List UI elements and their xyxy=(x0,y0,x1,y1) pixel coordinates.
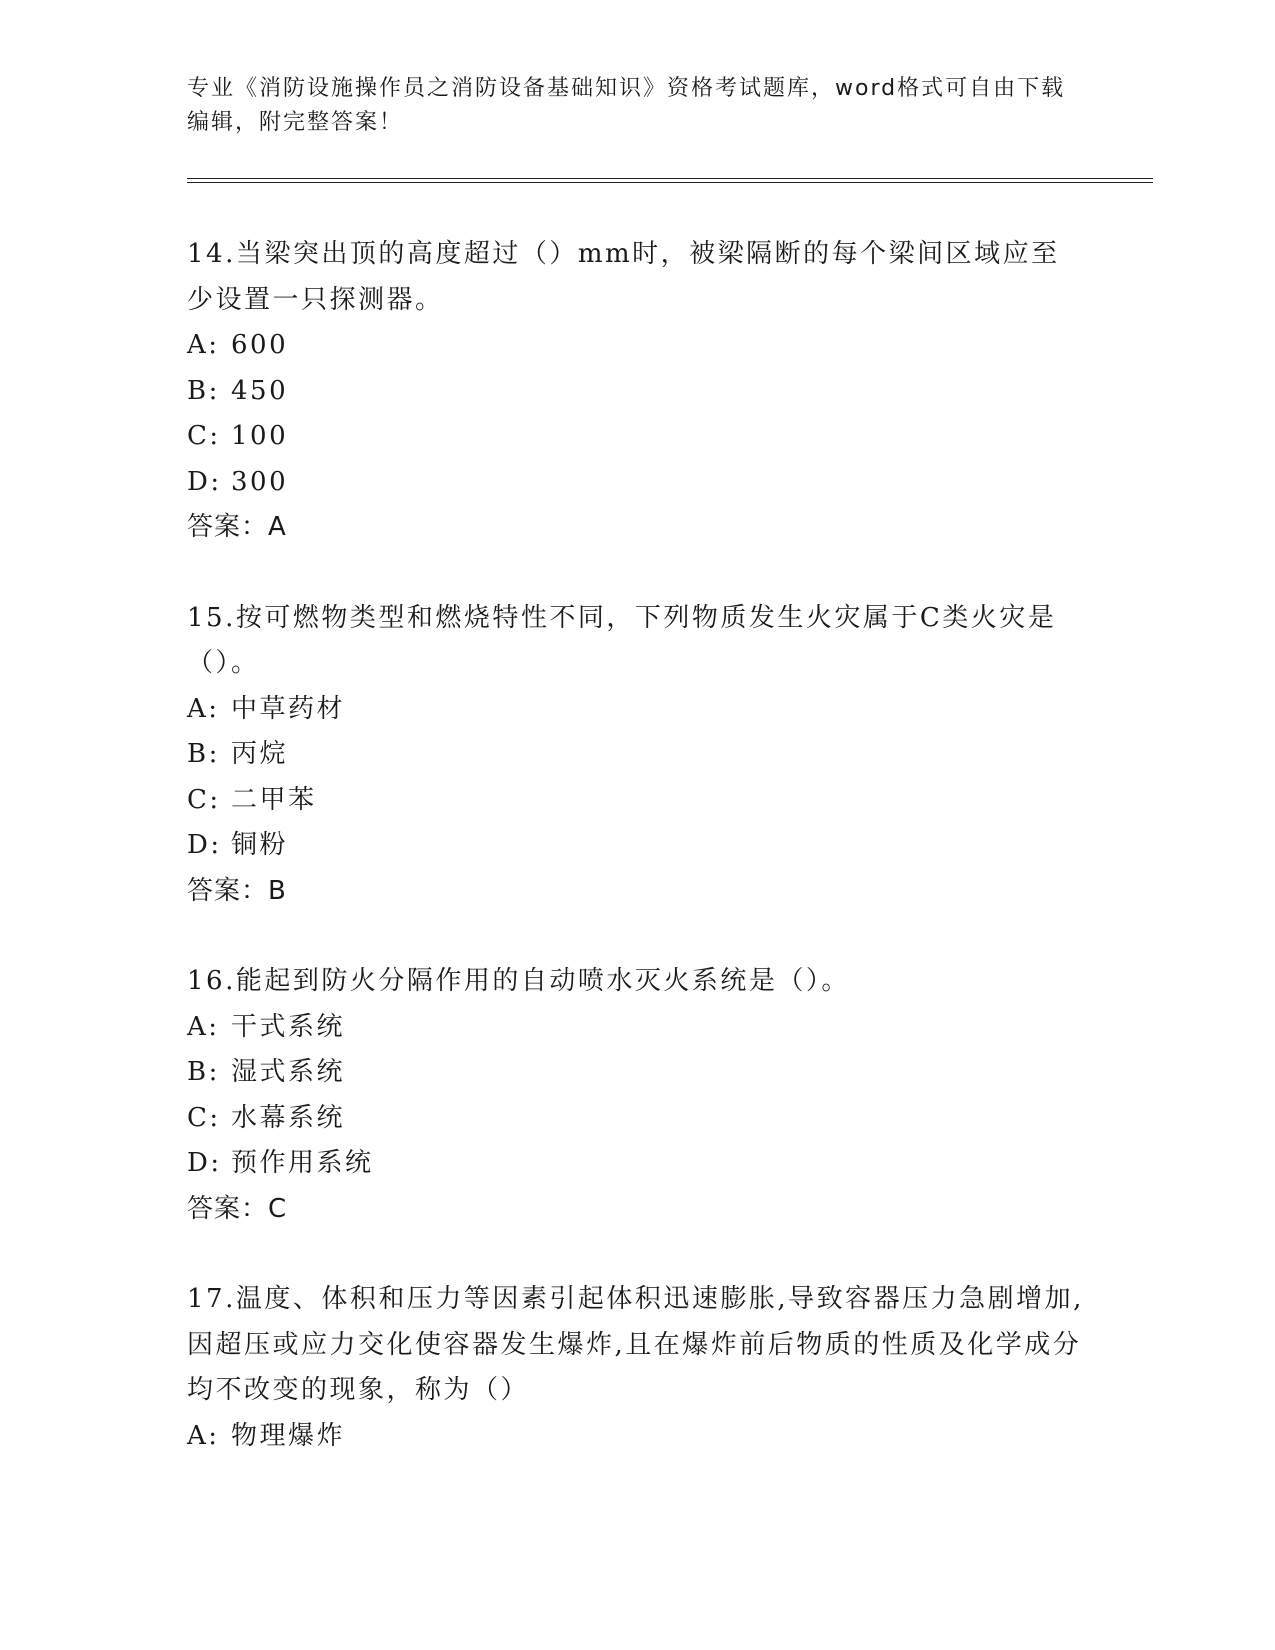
option-label: D: xyxy=(187,1148,222,1178)
option-b xyxy=(187,732,1087,778)
option-text: 450 xyxy=(231,375,289,406)
header-divider xyxy=(187,178,1153,183)
option-text: 600 xyxy=(231,330,289,360)
question-stem: 14.当梁突出顶的高度超过（）mm时，被梁隔断的每个梁间区域应至少设置一只探测器。 xyxy=(187,239,1060,315)
option-label: B: xyxy=(187,375,220,406)
option-label: D: xyxy=(187,466,222,497)
question-17 xyxy=(187,1277,1087,1459)
option-d xyxy=(187,823,1087,869)
option-text: 干式系统 xyxy=(231,1011,346,1042)
option-label: B: xyxy=(187,739,220,769)
answer-line: 答案：C xyxy=(187,1193,288,1224)
option-label: C: xyxy=(187,421,221,451)
option-text: 丙烷 xyxy=(231,739,289,769)
question-stem: 15.按可燃物类型和燃烧特性不同，下列物质发生火灾属于C类火灾是（）。 xyxy=(187,602,1057,678)
option-text: 铜粉 xyxy=(231,830,289,860)
option-c xyxy=(187,414,1087,460)
question-stem: 17.温度、体积和压力等因素引起体积迅速膨胀,导致容器压力急剧增加,因超压或应力交化使容器发生爆炸,且在爆炸前后物质的性质及化学成分均不改变的现象，称为（） xyxy=(187,1284,1084,1405)
option-label: D: xyxy=(187,830,222,860)
option-text: 水幕系统 xyxy=(231,1102,346,1133)
option-d xyxy=(187,460,1087,506)
option-text: 预作用系统 xyxy=(231,1148,374,1178)
option-label: B: xyxy=(187,1057,220,1087)
option-label: C: xyxy=(187,784,221,815)
option-text: 二甲苯 xyxy=(231,784,317,815)
answer-line: 答案：B xyxy=(187,875,287,906)
option-label: C: xyxy=(187,1102,221,1133)
question-14 xyxy=(187,232,1087,551)
question-15 xyxy=(187,596,1087,915)
option-a xyxy=(187,1005,1087,1051)
answer-line: 答案：A xyxy=(187,512,287,542)
document-header-text: 专业《消防设施操作员之消防设备基础知识》资格考试题库，word格式可自由下载编辑，附完整答案！ xyxy=(187,76,1066,135)
question-16 xyxy=(187,959,1087,1232)
option-c xyxy=(187,1096,1087,1142)
option-text: 100 xyxy=(231,421,289,451)
option-label: A: xyxy=(187,1011,220,1042)
option-label: A: xyxy=(187,693,220,724)
option-label: A: xyxy=(187,1420,220,1451)
option-a xyxy=(187,1414,1087,1460)
option-label: A: xyxy=(187,330,220,360)
option-text: 300 xyxy=(231,466,289,497)
question-stem: 16.能起到防火分隔作用的自动喷水灭火系统是（）。 xyxy=(187,966,850,996)
question-list xyxy=(187,232,1087,1504)
option-a xyxy=(187,323,1087,369)
option-text: 中草药材 xyxy=(231,693,346,724)
option-b xyxy=(187,369,1087,415)
option-c xyxy=(187,778,1087,824)
option-d xyxy=(187,1141,1087,1187)
option-text: 物理爆炸 xyxy=(231,1420,346,1451)
option-b xyxy=(187,1050,1087,1096)
option-a xyxy=(187,687,1087,733)
option-text: 湿式系统 xyxy=(231,1057,346,1087)
